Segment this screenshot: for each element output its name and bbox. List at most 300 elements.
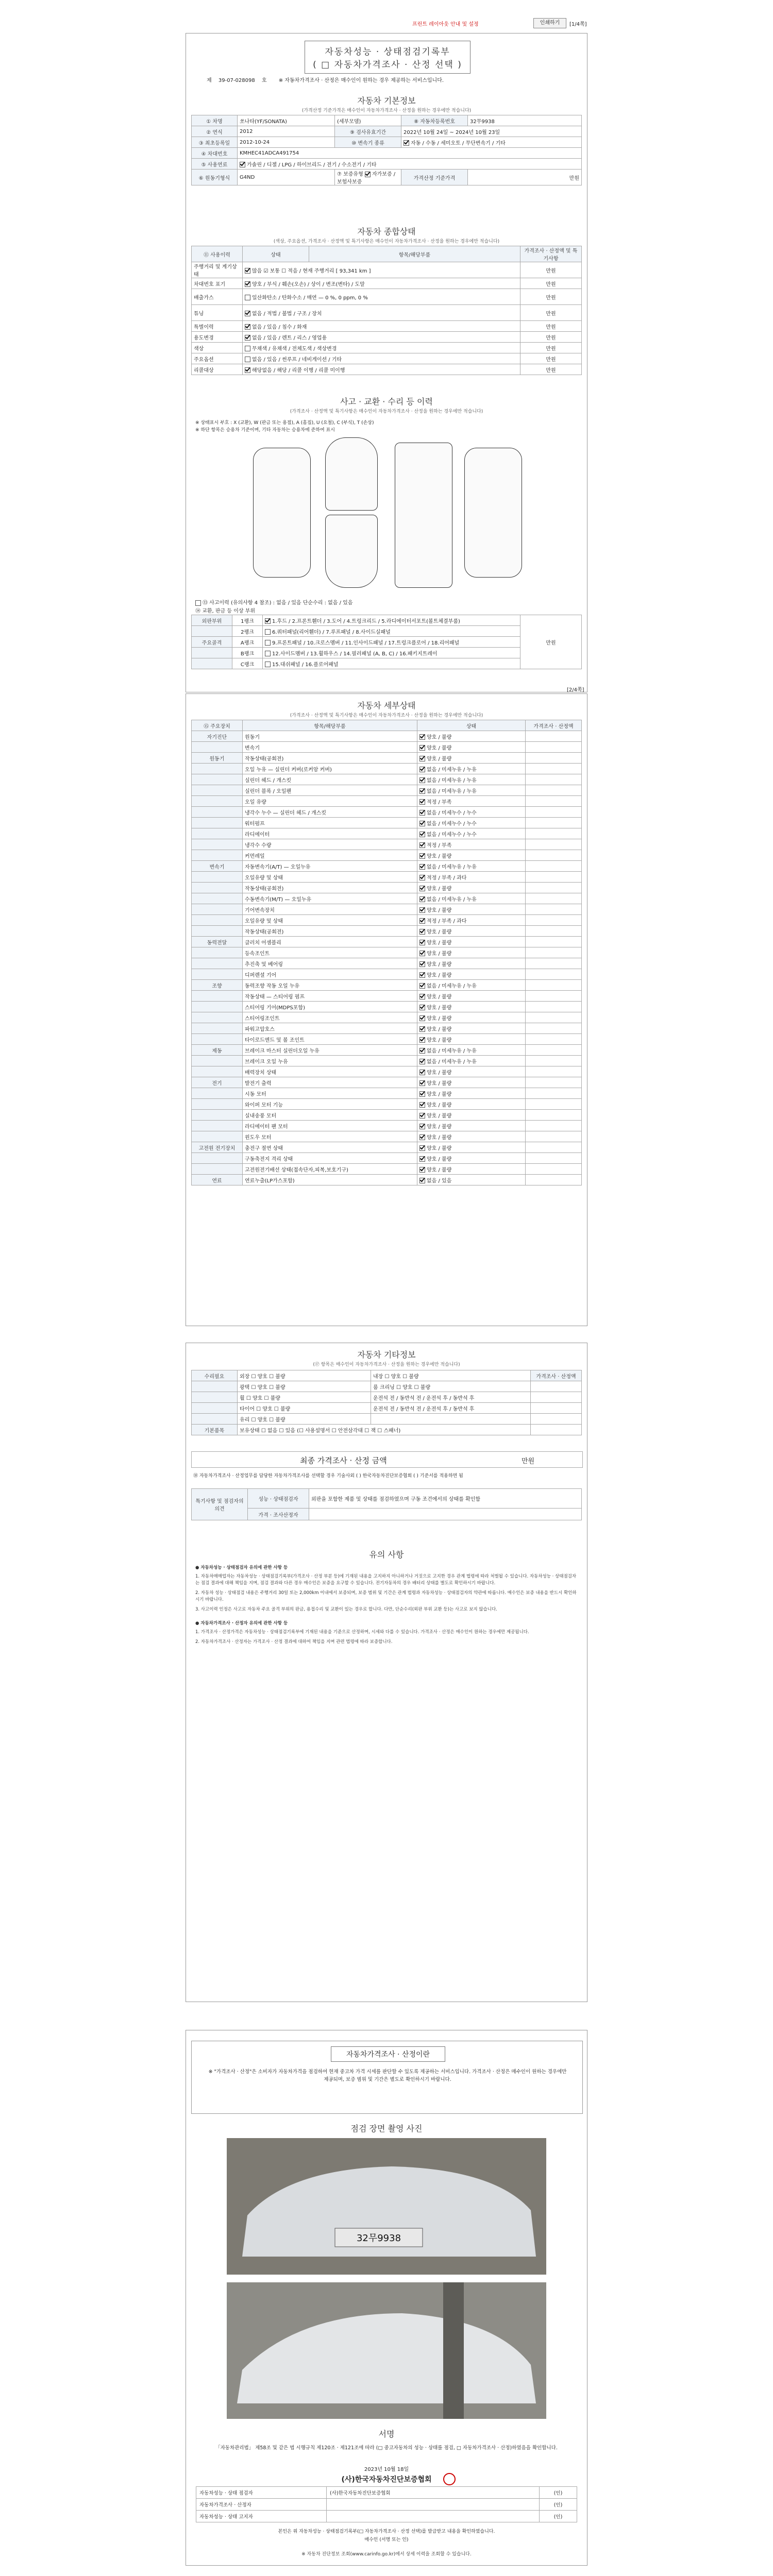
seal-stamp-icon [443, 2473, 456, 2485]
detail-price [526, 1110, 582, 1121]
sign-footer: ※ 자동차 진단정보 조회(www.carinfo.go.kr)에서 상세 이력을 조회할 수 있습니다. [301, 2552, 472, 2557]
detail-state: 없음 / 미세누유 / 누유 [427, 896, 477, 903]
rank: C랭크 [232, 658, 263, 669]
checkbox[interactable] [419, 1037, 425, 1043]
promo-box [191, 2041, 583, 2114]
car-top-front-icon [325, 437, 378, 511]
checkbox[interactable] [419, 777, 425, 783]
sign-role: 자동차성능 · 상태 고지자 [196, 2511, 327, 2522]
checkbox[interactable] [419, 1145, 425, 1151]
checkbox[interactable] [419, 951, 425, 956]
detail-price [526, 1002, 582, 1012]
basic-value: 가솔린 / 디젤 / LPG / 하이브리드 / 전기 / 수소전기 / 기타 [247, 162, 377, 168]
detail-price [526, 785, 582, 796]
detail-price [526, 937, 582, 947]
col-header: ⑮ 주요장치 [192, 720, 243, 731]
detail-price [526, 807, 582, 818]
table-row [196, 2487, 577, 2499]
group-key [192, 626, 232, 637]
group-items: 15.대쉬패널 / 16.플로어패널 [272, 662, 339, 668]
detail-state: 양호 / 불량 [427, 907, 452, 913]
checkbox[interactable] [419, 907, 425, 913]
detail-category: 자기진단 [192, 731, 243, 742]
detail-category [192, 818, 243, 828]
checkbox[interactable] [245, 367, 250, 373]
table-row [192, 1131, 582, 1142]
row-key: 색상 [192, 343, 243, 353]
basic-section-note: (가격산정 기준가격은 매수인이 자동차가격조사 · 산정을 원하는 경우에만 적습니다) [301, 108, 472, 113]
detail-state: 적정 / 부족 / 과다 [427, 875, 467, 881]
checkbox[interactable] [419, 810, 425, 816]
row-value: 양호 / 부식 / 훼손(오손) / 상이 / 변조(변타) / 도말 [252, 281, 365, 287]
page-3 [186, 1343, 587, 2002]
detail-item: 작동상태(공회전) [243, 926, 417, 937]
detail-state: 양호 / 불량 [427, 1124, 452, 1130]
top-bar [186, 15, 587, 31]
sign-org: (사)한국자동차진단보증협회 [341, 2476, 432, 2484]
detail-category [192, 1099, 243, 1110]
basic-key: ⑧ 자동차등록번호 [401, 115, 468, 126]
detail-item: 오일 유량 [243, 796, 417, 807]
damage-table [191, 615, 582, 669]
detail-price [526, 969, 582, 980]
detail-category [192, 1164, 243, 1175]
checkbox[interactable] [419, 1178, 425, 1183]
table-row [192, 1164, 582, 1175]
row-key: 주요옵션 [192, 353, 243, 364]
detail-state: 양호 / 불량 [427, 1102, 452, 1108]
detail-state-cell [417, 969, 526, 980]
detail-price [526, 839, 582, 850]
detail-state-cell [417, 828, 526, 839]
basic-section-title: 자동차 기본정보 [357, 96, 416, 106]
remarks-value: 외판을 포함한 제품 및 상태를 점검하였으며 구동 조건에서의 상태를 확인함 [309, 1489, 582, 1509]
plate-number: 32무9938 [468, 115, 582, 126]
detail-price [526, 1121, 582, 1131]
remarks-role: 가격 · 조사산정자 [248, 1509, 309, 1520]
detail-state-cell [417, 1088, 526, 1099]
detail-category [192, 839, 243, 850]
table-row [192, 883, 582, 893]
checkbox[interactable] [419, 929, 425, 935]
table-row [192, 1175, 582, 1185]
checkbox[interactable] [240, 162, 245, 167]
checkbox[interactable] [265, 662, 271, 667]
detail-item: 구동축전지 격리 상태 [243, 1153, 417, 1164]
table-row [192, 115, 582, 126]
row-value: 광택 ☐ 양호 ☐ 불량 [238, 1381, 371, 1392]
detail-state-cell [417, 1142, 526, 1153]
checkbox[interactable] [195, 600, 201, 606]
table-row [192, 774, 582, 785]
table-row [192, 872, 582, 883]
detail-category [192, 1002, 243, 1012]
row-key: 주행거리 및 계기상태 [192, 262, 243, 278]
detail-section-title: 자동차 세부상태 [357, 701, 416, 710]
detail-state: 양호 / 불량 [427, 853, 452, 859]
checkbox[interactable] [419, 734, 425, 740]
row-value: 룸 크리닝 ☐ 양호 ☐ 불량 [371, 1381, 531, 1392]
table-row [192, 137, 582, 148]
print-button[interactable]: 인쇄하기 [533, 18, 566, 28]
overall-section-note: (색상, 주요옵션, 가격조사 · 산정액 및 특기사항은 매수인이 자동차가격조사 · 산정을 원하는 경우에만 적습니다) [273, 239, 500, 244]
checkbox[interactable] [419, 1026, 425, 1032]
page-1 [186, 33, 587, 692]
checkbox[interactable] [419, 864, 425, 870]
detail-price [526, 1153, 582, 1164]
checkbox[interactable] [419, 842, 425, 848]
detail-price [526, 1045, 582, 1056]
checkbox[interactable] [245, 357, 250, 362]
detail-price [526, 926, 582, 937]
checkbox[interactable] [419, 1070, 425, 1075]
accident-legend-2: ※ 하단 항목은 승용차 기준이며, 기타 자동차는 승용차에 준하여 표시 [195, 428, 335, 433]
row-key: 배출가스 [192, 289, 243, 305]
checkbox[interactable] [245, 281, 250, 287]
checkbox[interactable] [419, 1102, 425, 1108]
table-row [192, 1509, 582, 1520]
detail-item: 동력조향 작동 오일 누유 [243, 980, 417, 991]
checkbox[interactable] [404, 140, 409, 146]
detail-state: 없음 / 미세누유 / 누유 [427, 1059, 477, 1065]
checkbox[interactable] [419, 1156, 425, 1162]
checkbox[interactable] [419, 886, 425, 891]
table-row [192, 1381, 582, 1392]
basic-key: ⑦ 보증유형 [337, 172, 363, 177]
table-row [192, 1110, 582, 1121]
col-header: ⑪ 사용이력 [192, 246, 243, 262]
overall-section-title: 자동차 종합상태 [357, 227, 416, 236]
checkbox[interactable] [265, 651, 271, 656]
detail-price [526, 774, 582, 785]
detail-category [192, 1088, 243, 1099]
detail-item: 냉각수 수량 [243, 839, 417, 850]
row-value: 내장 ☐ 양호 ☐ 불량 [371, 1370, 531, 1381]
row-value: 없음 / 있음 / 썬루프 / 네비게이션 / 기타 [252, 357, 342, 363]
basic-key: ⑨ 검사유효기간 [335, 126, 401, 137]
table-row [192, 1142, 582, 1153]
inspection-photo-front [227, 2138, 546, 2275]
basic-value: 쏘나타(YF/SONATA) [238, 115, 335, 126]
detail-item: 시동 모터 [243, 1088, 417, 1099]
checkbox[interactable] [265, 640, 271, 646]
checkbox[interactable] [245, 295, 250, 300]
detail-state-cell [417, 1034, 526, 1045]
basic-key: ⑩ 변속기 종류 [335, 137, 401, 148]
row-key [192, 1381, 238, 1392]
accident-legend: ※ 상태표시 부호 : X (교환), W (판금 또는 용접), A (흠집), U (요철), C (부식), T (손상) [195, 420, 374, 426]
table-row [192, 742, 582, 753]
final-price-note: ⑱ 자동차가격조사 · 산정업무를 담당한 자동차가격조사를 선택할 경우 기술사외 ( ) 한국자동차진단보증협회 ( ) 기준서를 적용하면 됨 [193, 1473, 463, 1479]
detail-category [192, 904, 243, 915]
row-value: 휠 ☐ 양호 ☐ 불량 [238, 1392, 371, 1403]
detail-item: 스티어링 기어(MDPS포함) [243, 1002, 417, 1012]
checkbox[interactable] [419, 940, 425, 945]
basic-key: ① 차명 [192, 115, 238, 126]
rank: A랭크 [232, 637, 263, 648]
detail-state-cell [417, 1045, 526, 1056]
detail-category [192, 742, 243, 753]
checkbox[interactable] [419, 1091, 425, 1097]
row-price: 만원 [520, 364, 582, 375]
basic-value: 자동 / 수동 / 세미오토 / 무단변속기 / 기타 [411, 140, 506, 146]
other-table [191, 1370, 582, 1435]
table-row [192, 1153, 582, 1164]
detail-item: 워터펌프 [243, 818, 417, 828]
detail-state: 양호 / 불량 [427, 994, 452, 1000]
sign-name: (사)한국자동차진단보증협회 [327, 2487, 540, 2499]
detail-category [192, 958, 243, 969]
row-key: 차대번호 표기 [192, 278, 243, 289]
rank: 2랭크 [232, 626, 263, 637]
row-value: 해당없음 / 해당 / 리콜 이행 / 리콜 미이행 [252, 367, 345, 374]
basic-value: 2012 [238, 126, 335, 137]
detail-state-cell [417, 947, 526, 958]
detail-state: 없음 / 미세누수 / 누수 [427, 810, 477, 816]
detail-item: 자동변속기(A/T) — 오일누유 [243, 861, 417, 872]
checkbox[interactable] [419, 767, 425, 772]
title-line2: ( □ 자동차가격조사 · 산정 선택 ) [313, 60, 462, 70]
detail-price [526, 947, 582, 958]
checkbox[interactable] [245, 335, 250, 341]
table-row [192, 947, 582, 958]
sign-title: 서명 [378, 2429, 395, 2439]
detail-price [526, 818, 582, 828]
detail-item: 기어변속장치 [243, 904, 417, 915]
layout-note[interactable]: 프린트 레이아웃 안내 및 설정 [412, 22, 479, 27]
car-side-left-icon [253, 448, 311, 578]
checkbox[interactable] [419, 994, 425, 999]
detail-state-cell [417, 1153, 526, 1164]
detail-item: 연료누출(LP가스포함) [243, 1175, 417, 1185]
detail-state-cell [417, 883, 526, 893]
group-items: 1.후드 / 2.프론트휀더 / 3.도어 / 4.트렁크리드 / 5.라디에이터서포트(볼트체결부품) [272, 618, 460, 624]
table-row [192, 991, 582, 1002]
detail-price [526, 893, 582, 904]
detail-category [192, 796, 243, 807]
basic-value: 2012-10-24 [238, 137, 335, 148]
detail-price [526, 1056, 582, 1066]
document-title [305, 41, 470, 74]
checkbox[interactable] [419, 1005, 425, 1010]
detail-category [192, 828, 243, 839]
detail-price [526, 796, 582, 807]
detail-state: 양호 / 불량 [427, 1070, 452, 1076]
vin-value: KMHEC41ADCA491754 [238, 148, 582, 159]
detail-state-cell [417, 774, 526, 785]
detail-price [526, 904, 582, 915]
accident-section-note: (가격조사 · 산정액 및 특기사항은 매수인이 자동차가격조사 · 산정을 원하는 경우에만 적습니다) [290, 409, 483, 414]
detail-category [192, 850, 243, 861]
detail-category [192, 1012, 243, 1023]
detail-category: 제동 [192, 1045, 243, 1056]
table-row [192, 828, 582, 839]
col-header: 가격조사 · 산정액 [531, 1370, 582, 1381]
caution-paragraph: 2. 자동차가격조사 · 산정자는 가격조사 · 산정 결과에 대하여 책임을 지며 관련 법령에 따라 보증합니다. [195, 1639, 393, 1645]
row-value: 많음 ☑ 보통 ☐ 적음 / 현재 주행거리 [ 93,341 km ] [252, 268, 371, 274]
checkbox[interactable] [419, 745, 425, 751]
checkbox[interactable] [419, 853, 425, 859]
accident-section-title: 사고 · 교환 · 수리 등 이력 [340, 397, 433, 406]
detail-state: 양호 / 불량 [427, 756, 452, 762]
checkbox[interactable] [419, 1080, 425, 1086]
promo-text: ※ "가격조사 · 산정"은 소비자가 자동차가격을 점검하여 현재 중고차 가격 시세를 판단할 수 있도록 제공하는 서비스입니다. 가격조사 · 산정은 매수인이 원하는 경우에만 제공되며, 보증 범위 및 기간은 별도로 확인하시기 바랍니다. [208, 2069, 567, 2082]
row-key: 용도변경 [192, 332, 243, 343]
detail-category [192, 1056, 243, 1066]
detail-category: 변속기 [192, 861, 243, 872]
checkbox[interactable] [419, 1167, 425, 1173]
checkbox[interactable] [265, 629, 271, 635]
row-price: 만원 [520, 305, 582, 321]
car-diagram [253, 437, 521, 592]
checkbox[interactable] [419, 875, 425, 880]
checkbox[interactable] [245, 324, 250, 330]
table-row [192, 353, 582, 364]
sign-role: 자동차가격조사 · 산정자 [196, 2499, 327, 2511]
detail-category [192, 1110, 243, 1121]
sign-receipt: 본인은 위 자동차성능 · 상태점검기록부(□ 자동차가격조사 · 산정 선택)를 발급받고 내용을 확인하였습니다. [278, 2529, 495, 2534]
detail-price [526, 764, 582, 774]
sign-seal: (인) [540, 2511, 577, 2522]
detail-category [192, 915, 243, 926]
detail-category [192, 969, 243, 980]
table-row [192, 818, 582, 828]
row-value: 없음 / 있음 / 렌트 / 리스 / 영업용 [252, 335, 327, 341]
row-price: 만원 [520, 321, 582, 332]
detail-price [526, 753, 582, 764]
detail-item: 윈도우 모터 [243, 1131, 417, 1142]
detail-category [192, 991, 243, 1002]
checkbox[interactable] [265, 618, 271, 624]
checkbox[interactable] [245, 268, 250, 274]
table-row [192, 1045, 582, 1056]
detail-category [192, 1034, 243, 1045]
final-price-title: 최종 가격조사 · 산정 금액 [300, 1456, 387, 1465]
detail-price [526, 1023, 582, 1034]
detail-state-cell [417, 1110, 526, 1121]
col-header: 가격조사 · 산정액 및 특기사항 [520, 246, 582, 262]
checkbox[interactable] [419, 1134, 425, 1140]
basic-key: ② 연식 [192, 126, 238, 137]
checkbox[interactable] [419, 972, 425, 978]
detail-state-cell [417, 1164, 526, 1175]
detail-state: 양호 / 불량 [427, 1167, 452, 1173]
checkbox[interactable] [419, 1059, 425, 1064]
checkbox[interactable] [419, 756, 425, 761]
checkbox[interactable] [419, 1015, 425, 1021]
checkbox[interactable] [245, 311, 250, 316]
row-key [192, 1392, 238, 1403]
table-row [192, 958, 582, 969]
detail-category: 연료 [192, 1175, 243, 1185]
basic-value: 만원 [468, 170, 582, 185]
table-row [192, 1121, 582, 1131]
damage-label: ⑭ 교환, 판금 등 이상 부위 [195, 608, 256, 614]
detail-state-cell [417, 861, 526, 872]
checkbox[interactable] [419, 788, 425, 794]
checkbox[interactable] [419, 983, 425, 989]
detail-state: 없음 / 미세누유 / 누유 [427, 983, 477, 989]
table-row [192, 850, 582, 861]
detail-state-cell [417, 850, 526, 861]
detail-item: 작동상태(공회전) [243, 883, 417, 893]
sign-name [327, 2511, 540, 2522]
detail-state: 양호 / 불량 [427, 1026, 452, 1032]
remarks-key: 특기사항 및 점검자의 의견 [192, 1489, 248, 1520]
detail-table [191, 720, 582, 1185]
checkbox[interactable] [419, 1113, 425, 1118]
checkbox[interactable] [419, 821, 425, 826]
detail-item: 파워고압호스 [243, 1023, 417, 1034]
detail-state: 양호 / 불량 [427, 961, 452, 968]
detail-state-cell [417, 915, 526, 926]
checkbox[interactable] [419, 799, 425, 805]
doc-note: ※ 자동차가격조사 · 산정은 매수인이 원하는 경우 제공하는 서비스입니다. [278, 78, 444, 83]
table-row [192, 937, 582, 947]
table-header [192, 246, 582, 262]
row-price: 만원 [520, 353, 582, 364]
detail-state: 적정 / 부족 [427, 842, 452, 849]
checkbox[interactable] [419, 1048, 425, 1054]
detail-state: 없음 / 있음 [427, 1178, 452, 1184]
page-2 [186, 693, 587, 1326]
checkbox[interactable] [419, 961, 425, 967]
row-value: 외장 ☐ 양호 ☐ 불량 [238, 1370, 371, 1381]
caution-heading: ● 자동차성능 · 상태점검자 유의에 관한 사항 등 [195, 1565, 288, 1570]
other-section-note: (⑰ 항목은 매수인이 자동차가격조사 · 산정을 원하는 경우에만 적습니다) [313, 1362, 460, 1367]
detail-price [526, 1164, 582, 1175]
detail-price [526, 883, 582, 893]
sign-table [196, 2486, 577, 2522]
table-row [192, 1489, 582, 1509]
col-header: 항목/해당부품 [309, 246, 520, 262]
detail-price [526, 1099, 582, 1110]
table-row [192, 861, 582, 872]
final-price-unit: 만원 [522, 1458, 535, 1465]
checkbox[interactable] [245, 346, 250, 351]
checkbox[interactable] [419, 832, 425, 837]
detail-state-cell [417, 742, 526, 753]
detail-state: 없음 / 미세누유 / 누유 [427, 777, 477, 784]
checkbox[interactable] [365, 172, 371, 177]
car-front-photo-icon [227, 2138, 546, 2275]
detail-category [192, 926, 243, 937]
col-header: 항목/해당부품 [243, 720, 417, 731]
detail-price [526, 1012, 582, 1023]
detail-item: 커먼레일 [243, 850, 417, 861]
group-key [192, 648, 232, 658]
row-price: 만원 [520, 289, 582, 305]
sign-date: 2023년 10월 18일 [364, 2467, 409, 2472]
detail-price [526, 872, 582, 883]
detail-state-cell [417, 872, 526, 883]
detail-state: 양호 / 불량 [427, 1080, 452, 1087]
table-row [192, 753, 582, 764]
table-row [192, 1414, 582, 1425]
table-row [192, 839, 582, 850]
checkbox[interactable] [419, 1124, 425, 1129]
table-row [192, 785, 582, 796]
detail-category: 전기 [192, 1077, 243, 1088]
detail-state: 적정 / 부족 [427, 799, 452, 805]
group-items: 12.사이드멤버 / 13.휠하우스 / 14.필러패널 (A, B, C) / 16.패키지트레이 [272, 651, 438, 657]
row-key: 튜닝 [192, 305, 243, 321]
checkbox[interactable] [419, 918, 425, 924]
row-key [192, 1414, 238, 1425]
detail-category [192, 764, 243, 774]
accident-check-text: ⑬ 사고이력 (유의사항 4 참조) : 없음 / 있음 단순수리 : 없음 / 있음 [203, 600, 353, 606]
checkbox[interactable] [419, 896, 425, 902]
